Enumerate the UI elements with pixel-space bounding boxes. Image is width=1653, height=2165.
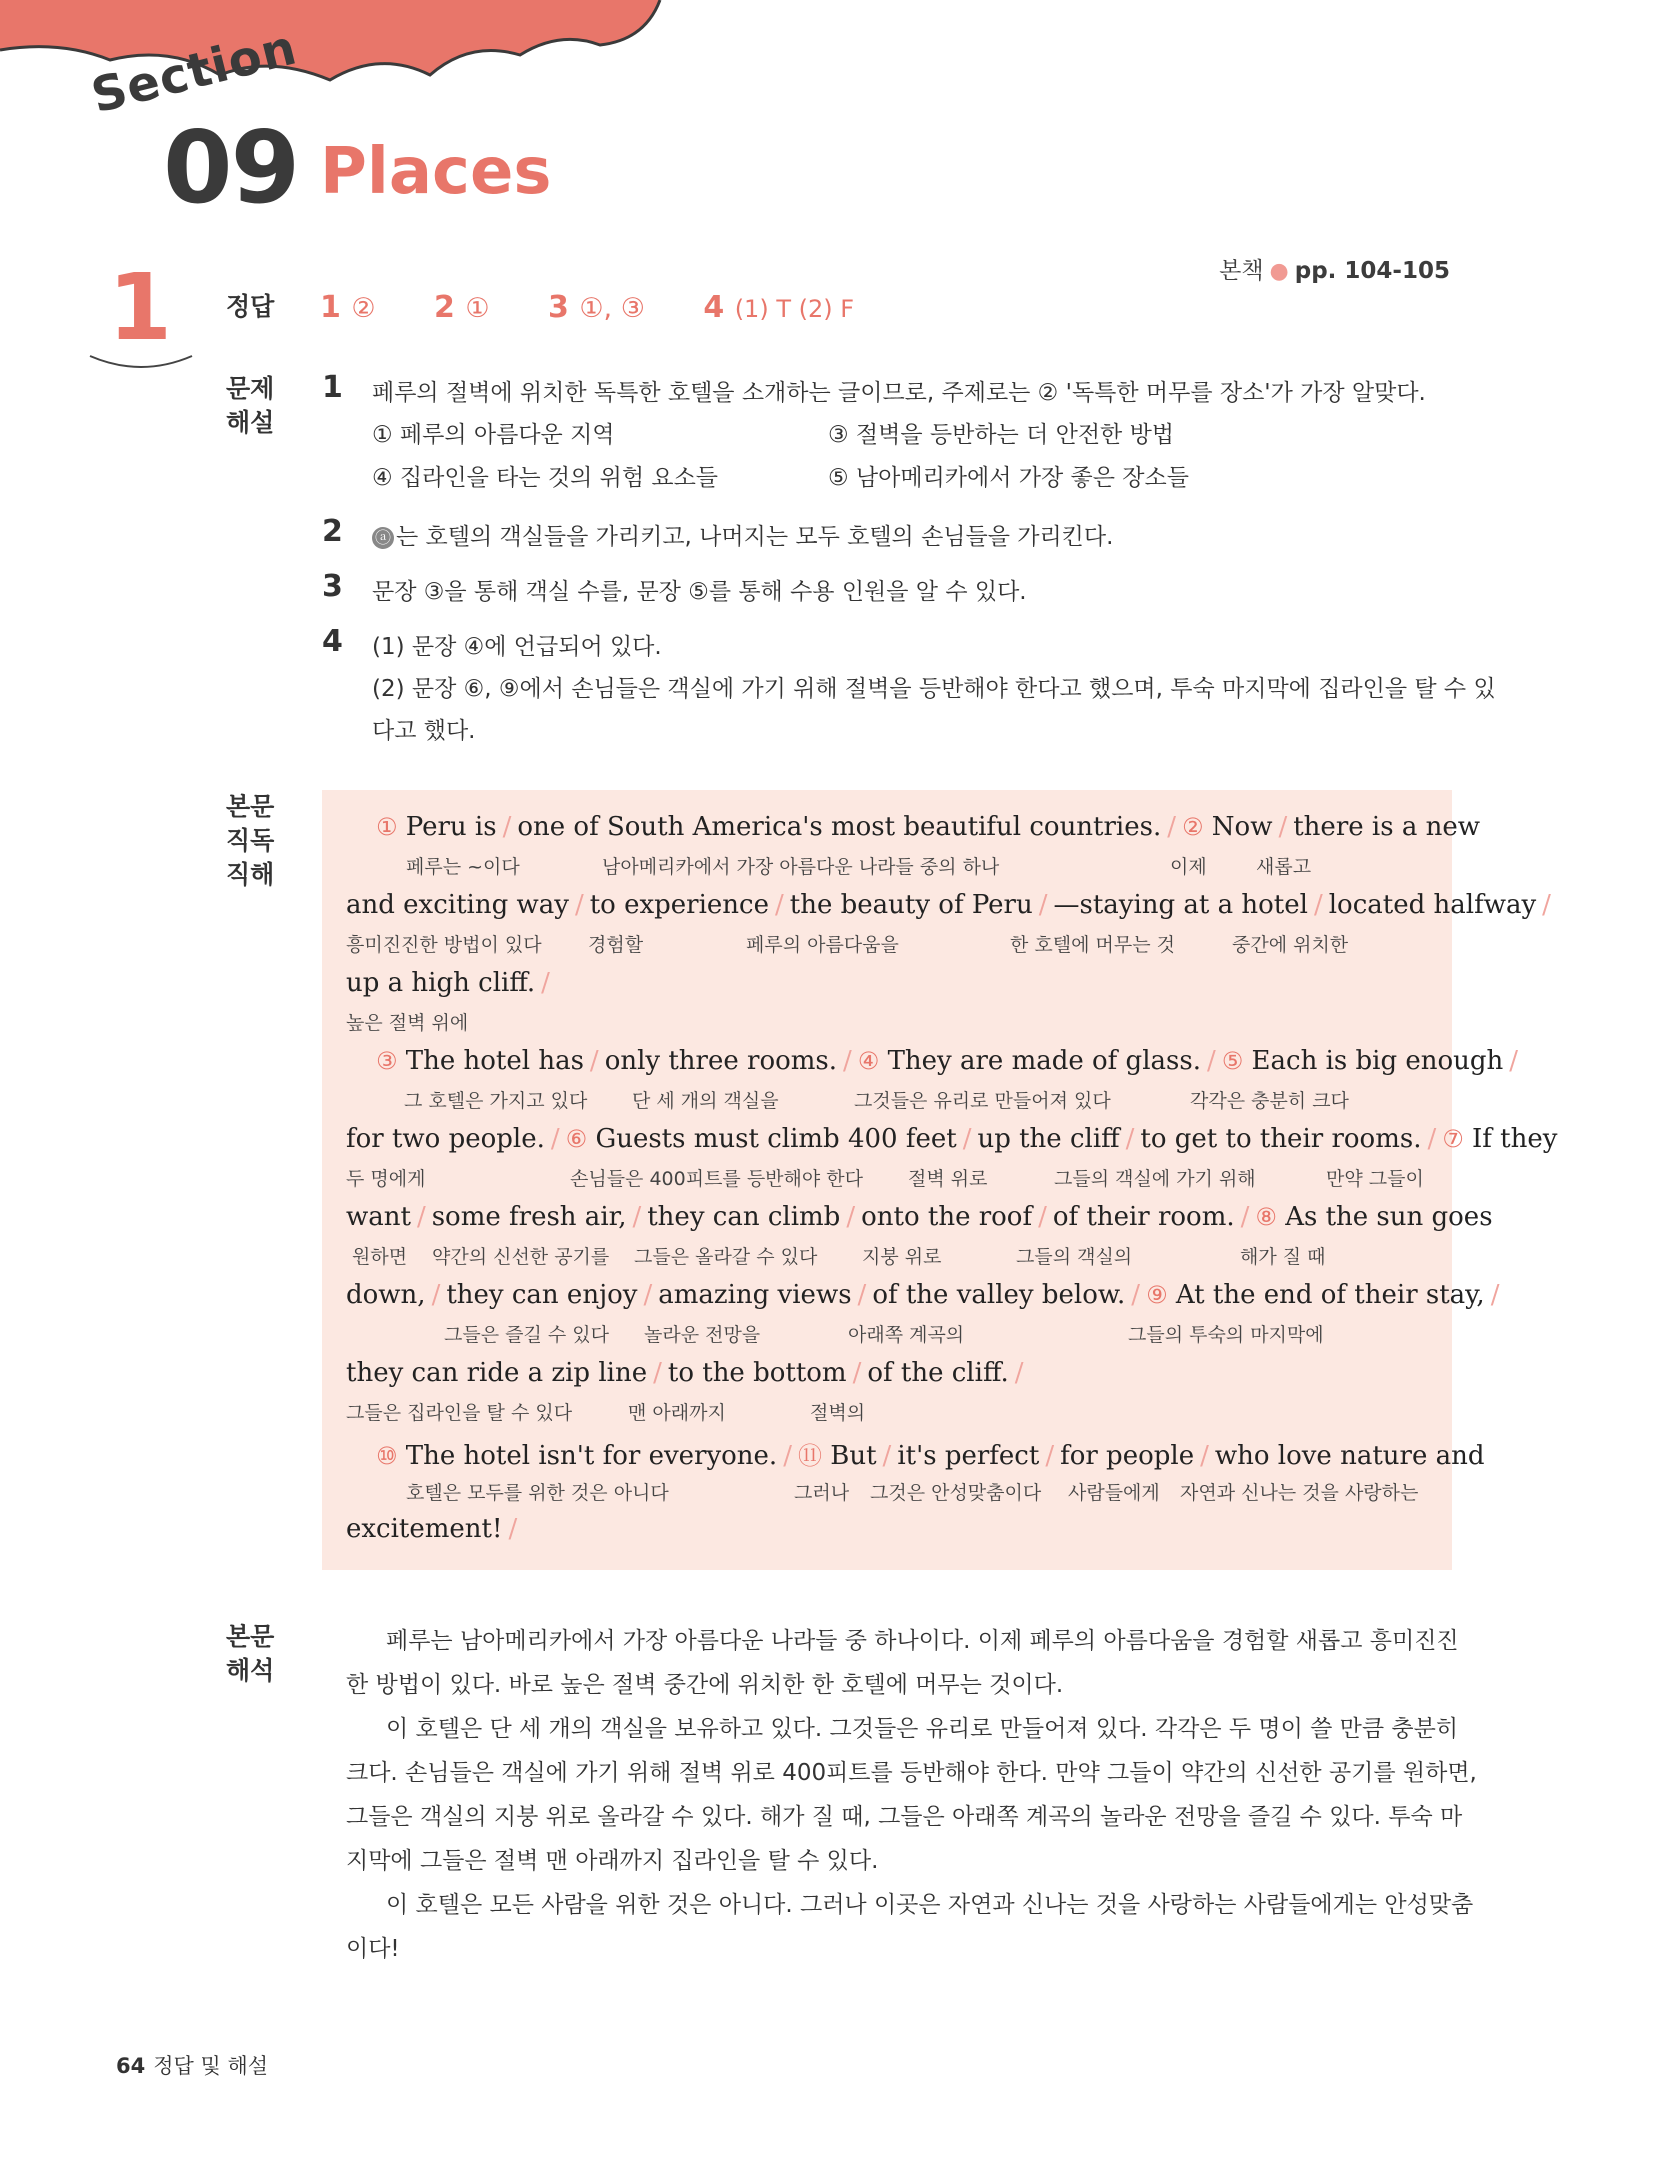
reading-kr: 맨 아래까지 xyxy=(628,1402,726,1424)
answer-2: 2 ① xyxy=(434,290,490,325)
reading-kr: 아래쪽 계곡의 xyxy=(848,1324,965,1346)
reading-en-line-9: ⑩ The hotel isn't for everyone. / ⑪ But / it's perfect / for people / who love nature and xyxy=(376,1441,1485,1471)
reading-kr: 그들은 올라갈 수 있다 xyxy=(634,1246,818,1268)
reading-en-line-2: and exciting way / to experience / the beauty of Peru / —staying at a hotel / located halfway / xyxy=(346,890,1551,920)
reading-kr: 그 호텔은 가지고 있다 xyxy=(404,1090,588,1112)
reading-kr: 그들은 집라인을 탈 수 있다 xyxy=(346,1402,573,1424)
reading-kr: 중간에 위치한 xyxy=(1232,934,1349,956)
answer-4: 4 (1) T (2) F xyxy=(703,290,855,325)
reading-kr: 만약 그들이 xyxy=(1326,1168,1424,1190)
reading-kr: 절벽 위로 xyxy=(908,1168,988,1190)
reading-kr: 페루는 ~이다 xyxy=(406,856,520,878)
reading-kr: 호텔은 모두를 위한 것은 아니다 xyxy=(406,1482,669,1504)
reading-kr: 그들의 객실에 가기 위해 xyxy=(1054,1168,1256,1190)
reading-kr: 원하면 xyxy=(352,1246,408,1268)
reading-en-line-7: down, / they can enjoy / amazing views / of the valley below. / ⑨ At the end of their stay, / xyxy=(346,1280,1500,1310)
reading-kr: 자연과 신나는 것을 사랑하는 xyxy=(1180,1482,1419,1504)
translation-line-2: 한 방법이 있다. 바로 높은 절벽 중간에 위치한 한 호텔에 머무는 것이다. xyxy=(346,1672,1064,1698)
swoosh-decoration xyxy=(86,350,196,374)
question-number: 1 xyxy=(108,254,173,361)
reading-kr: 그들의 투숙의 마지막에 xyxy=(1128,1324,1324,1346)
reading-kr: 그들은 즐길 수 있다 xyxy=(444,1324,609,1346)
reading-kr: 한 호텔에 머무는 것 xyxy=(1010,934,1175,956)
section-word: Section xyxy=(86,19,303,125)
reading-en-line-4: ③ The hotel has / only three rooms. / ④ They are made of glass. / ⑤ Each is big enough / xyxy=(376,1046,1519,1076)
reading-kr: 약간의 신선한 공기를 xyxy=(432,1246,610,1268)
answer-3: 3 ①, ③ xyxy=(548,290,645,325)
explanation-number-1: 1 xyxy=(322,370,343,405)
translation-line-4: 크다. 손님들은 객실에 가기 위해 절벽 위로 400피트를 등반해야 한다. 만약 그들이 약간의 신선한 공기를 원하면, xyxy=(346,1760,1477,1786)
reading-kr: 높은 절벽 위에 xyxy=(346,1012,469,1034)
reading-kr: 각각은 충분히 크다 xyxy=(1190,1090,1349,1112)
option-5: ⑤ 남아메리카에서 가장 좋은 장소들 xyxy=(828,465,1189,491)
reading-label: 본문 직독 직해 xyxy=(226,792,275,889)
reading-kr: 이제 xyxy=(1170,856,1207,878)
section-number: 09 xyxy=(163,109,299,226)
explanation-4-line-1: (1) 문장 ④에 언급되어 있다. xyxy=(372,634,662,660)
reading-kr: 사람들에게 xyxy=(1068,1482,1160,1504)
reading-en-line-6: want / some fresh air, / they can climb / onto the roof / of their room. / ⑧ As the sun goes xyxy=(346,1202,1493,1232)
translation-label: 본문 해석 xyxy=(226,1622,275,1685)
reading-kr: 남아메리카에서 가장 아름다운 나라들 중의 하나 xyxy=(602,856,1000,878)
dot-icon: ● xyxy=(1269,259,1289,284)
section-title: Places xyxy=(320,135,552,209)
reading-kr: 페루의 아름다움을 xyxy=(746,934,899,956)
circled-a-badge: ⓐ xyxy=(372,527,394,549)
reading-en-line-3: up a high cliff. / xyxy=(346,968,550,998)
option-1: ① 페루의 아름다운 지역 xyxy=(372,422,615,448)
reading-kr: 흥미진진한 방법이 있다 xyxy=(346,934,542,956)
translation-line-5: 그들은 객실의 지붕 위로 올라갈 수 있다. 해가 질 때, 그들은 아래쪽 계곡의 놀라운 전망을 즐길 수 있다. 투숙 마 xyxy=(346,1804,1463,1830)
answer-list xyxy=(320,290,902,325)
reading-kr: 해가 질 때 xyxy=(1240,1246,1326,1268)
reading-kr: 손님들은 400피트를 등반해야 한다 xyxy=(570,1168,863,1190)
explanation-number-3: 3 xyxy=(322,569,343,604)
reading-kr: 절벽의 xyxy=(810,1402,866,1424)
reading-kr: 놀라운 전망을 xyxy=(644,1324,761,1346)
reading-kr: 지붕 위로 xyxy=(862,1246,942,1268)
book-ref-pages: pp. 104-105 xyxy=(1294,258,1450,284)
reading-kr: 새롭고 xyxy=(1256,856,1312,878)
reading-en-line-10: excitement! / xyxy=(346,1514,518,1544)
reading-en-line-8: they can ride a zip line / to the bottom / of the cliff. / xyxy=(346,1358,1024,1388)
explanation-2-text: ⓐ 는 호텔의 객실들을 가리키고, 나머지는 모두 호텔의 손님들을 가리킨다. xyxy=(372,518,1113,551)
explanation-1-text: 페루의 절벽에 위치한 독특한 호텔을 소개하는 글이므로, 주제로는 ② '독특한 머무를 장소'가 가장 알맞다. xyxy=(372,380,1426,406)
translation-line-8: 이다! xyxy=(346,1936,400,1962)
footer-text: 정답 및 해설 xyxy=(153,2054,269,2078)
answer-label: 정답 xyxy=(226,292,275,321)
reading-kr: 단 세 개의 객실을 xyxy=(632,1090,779,1112)
reading-kr: 그것들은 유리로 만들어져 있다 xyxy=(854,1090,1111,1112)
translation-line-6: 지막에 그들은 절벽 맨 아래까지 집라인을 탈 수 있다. xyxy=(346,1848,879,1874)
explanation-4-line-3: 다고 했다. xyxy=(372,718,476,744)
explanation-number-4: 4 xyxy=(322,624,343,659)
reading-en-line-1: ① Peru is / one of South America's most beautiful countries. / ② Now / there is a new xyxy=(376,812,1480,842)
option-4: ④ 집라인을 타는 것의 위험 요소들 xyxy=(372,465,719,491)
book-page-reference xyxy=(1219,252,1450,285)
explanation-4-line-2: (2) 문장 ⑥, ⑨에서 손님들은 객실에 가기 위해 절벽을 등반해야 한다고 했으며, 투숙 마지막에 집라인을 탈 수 있 xyxy=(372,676,1496,702)
answer-1: 1 ② xyxy=(320,290,376,325)
book-ref-prefix: 본책 xyxy=(1219,258,1264,284)
option-3: ③ 절벽을 등반하는 더 안전한 방법 xyxy=(828,422,1175,448)
explanation-3-text: 문장 ③을 통해 객실 수를, 문장 ⑤를 통해 수용 인원을 알 수 있다. xyxy=(372,579,1027,605)
page-number: 64 xyxy=(116,2054,146,2078)
reading-en-line-5: for two people. / ⑥ Guests must climb 400 feet / up the cliff / to get to their rooms. / ⑦ If they xyxy=(346,1124,1558,1154)
translation-line-3: 이 호텔은 단 세 개의 객실을 보유하고 있다. 그것들은 유리로 만들어져 있다. 각각은 두 명이 쓸 만큼 충분히 xyxy=(386,1716,1459,1742)
explanation-label: 문제 해설 xyxy=(226,374,275,437)
translation-line-7: 이 호텔은 모든 사람을 위한 것은 아니다. 그러나 이곳은 자연과 신나는 것을 사랑하는 사람들에게는 안성맞춤 xyxy=(386,1892,1474,1918)
reading-kr: 경험할 xyxy=(588,934,644,956)
reading-kr: 두 명에게 xyxy=(346,1168,426,1190)
reading-kr: 그것은 안성맞춤이다 xyxy=(870,1482,1042,1504)
reading-kr: 그러나 xyxy=(794,1482,850,1504)
reading-kr: 그들의 객실의 xyxy=(1016,1246,1133,1268)
explanation-number-2: 2 xyxy=(322,514,343,549)
translation-line-1: 페루는 남아메리카에서 가장 아름다운 나라들 중 하나이다. 이제 페루의 아름다움을 경험할 새롭고 흥미진진 xyxy=(386,1628,1459,1654)
page-footer xyxy=(116,2050,268,2080)
